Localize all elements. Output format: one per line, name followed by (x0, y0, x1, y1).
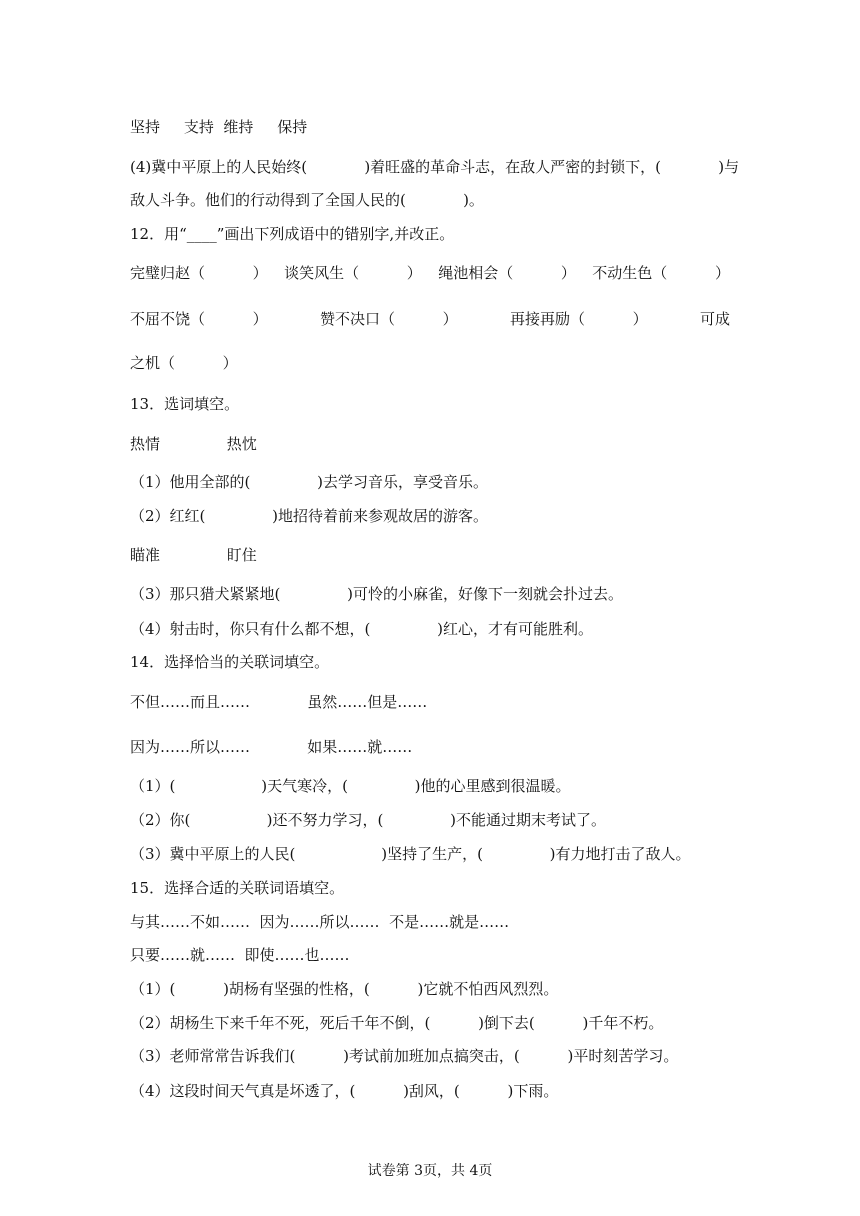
q15-item-4: （4）这段时间天气真是坏透了，( )刮风，( )下雨。 (130, 1082, 559, 1100)
q15-options-2: 只要……就…… 即使……也…… (130, 946, 350, 964)
q12-idiom: 不屈不饶（ ） (130, 310, 268, 328)
q12-idiom: 谈笑风生（ ） (284, 264, 422, 282)
page-footer: 试卷第 3页，共 4页 (367, 1163, 493, 1179)
q12-idiom: 不动生色（ ） (592, 264, 730, 282)
q13-item-3: （3）那只猎犬紧紧地( )可怜的小麻雀，好像下一刻就会扑过去。 (130, 585, 624, 603)
q13-item-4: （4）射击时，你只有什么都不想，( )红心，才有可能胜利。 (130, 620, 594, 638)
q12-idiom: 绳池相会（ ） (438, 264, 576, 282)
q14-item-1: （1）( )天气寒冷，( )他的心里感到很温暖。 (130, 777, 571, 795)
q15-options-1: 与其……不如…… 因为……所以…… 不是……就是…… (130, 913, 510, 931)
q14-title: 14．选择恰当的关联词填空。 (130, 653, 330, 671)
q14-item-3: （3）冀中平原上的人民( )坚持了生产，( )有力地打击了敌人。 (130, 845, 691, 863)
q12-idiom: 可成 (699, 310, 730, 328)
q13-word-options-2: 瞄准 盯住 (130, 546, 257, 564)
q13-item-1: （1）他用全部的( )去学习音乐，享受音乐。 (130, 473, 489, 491)
q13-item-2: （2）红红( )地招待着前来参观故居的游客。 (130, 507, 489, 525)
q14-options-1: 不但……而且…… 虽然……但是…… (130, 693, 428, 711)
q15-title: 15．选择合适的关联词语填空。 (130, 879, 345, 897)
q14-options-2: 因为……所以…… 如果……就…… (130, 738, 413, 756)
q12-idiom: 再接再励（ ） (509, 310, 648, 328)
q12-row1 (130, 263, 730, 283)
q13-word-options-1: 热情 热忱 (130, 435, 257, 453)
q12-idiom: 赞不决口（ ） (319, 310, 458, 328)
q11-word-options: 坚持 支持 维持 保持 (130, 118, 308, 136)
q12-row3: 之机（ ） (130, 354, 238, 372)
q12-title: 12．用“____”画出下列成语中的错别字,并改正。 (130, 225, 455, 243)
q12-row2 (130, 309, 730, 329)
q15-item-1: （1）( )胡杨有坚强的性格，( )它就不怕西风烈烈。 (130, 980, 559, 998)
q13-title: 13．选词填空。 (130, 395, 240, 413)
q15-item-2: （2）胡杨生下来千年不死，死后千年不倒，( )倒下去( )千年不朽。 (130, 1014, 664, 1032)
q12-idiom: 完璧归赵（ ） (130, 264, 268, 282)
q15-item-3: （3）老师常常告诉我们( )考试前加班加点搞突击，( )平时刻苦学习。 (130, 1047, 679, 1065)
q11-item4-line2: 敌人斗争。他们的行动得到了全国人民的( )。 (130, 191, 484, 209)
q11-item4-line1: (4)冀中平原上的人民始终( )着旺盛的革命斗志，在敌人严密的封锁下，( )与 (130, 158, 740, 176)
q14-item-2: （2）你( )还不努力学习，( )不能通过期末考试了。 (130, 811, 606, 829)
